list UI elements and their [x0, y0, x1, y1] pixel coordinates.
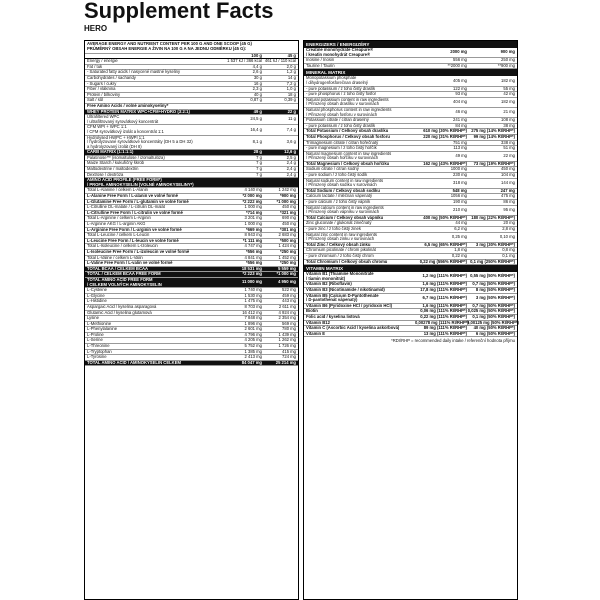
amino2-row-value-45g: 569 mg: [282, 320, 296, 326]
amino2-row-label: Glutamic Acid / kyselina glutamová: [87, 309, 152, 315]
amino2-row-value-45g: 1 726 mg: [278, 343, 296, 349]
amino-row-label: Total L-Leucine / celkem L-Leucin: [87, 232, 150, 238]
vitamin-header: VITAMIN MATRIX: [304, 265, 517, 272]
vitamin-row-label: Vitamin B12: [306, 319, 330, 325]
mineral-row-value-45g: 144 mg: [501, 179, 515, 185]
carb-row-value-45g: 2,4 g: [286, 171, 296, 177]
amino-row-value-100g: 4 747 mg: [244, 243, 262, 249]
whey-row-value-45g: 11 g: [288, 116, 296, 122]
nutrient-row-label: - Saturated fatty acids / nasycené mastné kyseliny: [87, 69, 181, 75]
whey-row-label: CFM WPI + WPC 1:1 / CFM syrovátkový izolát a koncentrát 1:1: [87, 124, 164, 134]
vitamin-list: [304, 272, 517, 337]
mineral-row-value-45g: 20 mg: [503, 220, 515, 226]
vitamin-row-value-100g: 0,22 mg (111% RI/RHP*): [420, 313, 467, 319]
right-column: [303, 40, 518, 600]
amino-row-label: L-Alanine Free Form / L-alanin ve volné formě: [87, 193, 178, 199]
mineral-row-value-100g: 122 mg: [453, 85, 467, 91]
aa-free-total: TOTAL AMINO ACID FREE FORM / CELKEM VOLNÝCH AMINOKYSELIN 11 000 mg 4 950 mg: [87, 276, 296, 287]
mineral-row-value-45g: 0,10 mg: [499, 233, 515, 239]
mineral-row-label: Total Calcium / Celkový obsah vápníku: [306, 214, 384, 220]
vitamin-row-value-45g: 3 mg (50% RI/RHP*): [475, 294, 515, 300]
energizer-row-value-45g: **900 mg: [497, 62, 515, 68]
amino-row-value-45g: *301 mg: [279, 226, 296, 232]
whey-list: [85, 115, 298, 150]
bcaa-free-total: TOTAL / CELKEM BCAA FREE FORM *2 223 mg *1 000 mg: [87, 271, 296, 277]
mineral-row-value-100g: 93 mg: [455, 91, 467, 97]
mineral-row-value-45g: 450 mg: [501, 166, 515, 172]
mineral-row-label: Total Zinc / Celkový obsah zinku: [306, 241, 371, 247]
amino-row-label: Total L-Arginine / celkem L-Arginin: [87, 215, 151, 221]
amino2-row-label: L-Methionine: [87, 320, 112, 326]
mineral-row-label: - pure potassium / z toho čistý draslík: [306, 122, 376, 128]
nutrient-row-value-100g: 1 537 kJ / 366 kcal: [227, 58, 262, 64]
amino2-row-value-100g: 1 475 mg: [244, 298, 262, 304]
energizer-row: [304, 48, 517, 58]
amino2-row-value-100g: 8 703 mg: [244, 303, 262, 309]
nutrient-row-value-100g: 2,6 g: [252, 69, 262, 75]
mineral-row-value-100g: 548 mg: [452, 187, 467, 193]
amino-row-value-100g: *2 222 mg: [242, 198, 262, 204]
aa-total: TOTAL AMINO ACID / AMINOKYSELIN CELKEM 84 047 mg 25 214 mg: [87, 359, 296, 365]
mineral-row-value-45g: 73 mg (19% RI/RHP*): [473, 160, 515, 166]
mineral-row-value-45g: 2,8 mg: [502, 226, 515, 231]
amino2-row-value-45g: 780 mg: [282, 326, 296, 332]
product-name: HERO: [84, 24, 108, 33]
mineral-row-value-45g: 55 mg: [503, 85, 515, 91]
amino-row-label: Total L-Valine / celkem L-Valin: [87, 254, 143, 260]
amino-row-value-45g: *321 mg: [279, 209, 296, 215]
mineral-row-value-100g: 84 mg: [455, 122, 467, 128]
amino-row-label: L-Glutamine Free Form / L-glutamin ve volné formě: [87, 198, 189, 204]
amino-row-value-45g: 1 424 mg: [278, 243, 296, 249]
mineral-row-value-100g: 751 mg: [453, 139, 467, 145]
amino2-row-label: L-Phenylalanine: [87, 326, 118, 332]
nutrient-row-label: - Sugars / cukry: [87, 80, 117, 86]
amino2-row-label: L-Histidine: [87, 298, 107, 304]
amino2-row-value-45g: 443 mg: [282, 298, 296, 304]
vitamin-row-value-100g: 0,00278 mg (111% RI/RHP*): [415, 319, 469, 325]
amino2-row-value-45g: 2 611 mg: [278, 303, 296, 309]
carb-row-value-45g: 2,4 g: [286, 160, 296, 166]
vitamin-row-value-45g: 0,1 mg (50% RI/RHP*): [472, 313, 515, 319]
energizer-row-label: Inosine / Inosin: [306, 57, 335, 63]
intro-text: AVERAGE ENERGY AND NUTRIENT CONTENT PER 100 G AND ONE SCOOP (45 G) PRŮMĚRNÝ OBSAH ENERGIE A ŽIVIN NA 100 G A NA JEDNU ODMĚRKU (45 G):: [85, 41, 298, 54]
left-column: [84, 40, 299, 600]
nutrient-row-value-45g: 7,2 g: [286, 80, 296, 86]
energizer-row-value-100g: 556 mg: [453, 57, 467, 63]
amino2-row-label: Aspargaic Acid / kyselina asparagová: [87, 303, 157, 309]
vitamin-row-label: Folic acid / kyselina listová: [306, 313, 360, 319]
vitamin-row-value-45g: 40 mg (50% RI/RHP*): [473, 325, 515, 331]
vitamin-row-value-100g: 89 mg (111% RI/RHP*): [423, 325, 467, 331]
page-title: Supplement Facts: [84, 0, 274, 23]
vitamin-row-value-45g: 0,025 mg (50% RI/RHP*): [467, 308, 515, 314]
mineral-row-value-45g: 99 mg (14% RI/RHP*): [473, 133, 515, 139]
amino-row-value-100g: 1 000 mg: [244, 204, 262, 210]
amino2-row-label: L-Tyrosine: [87, 354, 107, 360]
mineral-row-value-45g: 86 mg: [503, 199, 515, 205]
mineral-row-label: Total Phosphorus / Celkový obsah fosforu: [306, 133, 390, 139]
bcaa-total: TOTAL BCAA / CELKEM BCAA 18 531 mg 5 559 mg: [87, 265, 296, 271]
amino2-row-value-45g: 4 924 mg: [278, 309, 296, 315]
amino-row-value-100g: 4 140 mg: [244, 187, 262, 193]
amino-row-label: L-Arginine Free Form / L-arginin ve volné formě: [87, 226, 182, 232]
footnote: *RDI/RHP = recommended daily intake / referenční hodnota příjmu: [391, 338, 515, 344]
mineral-row-value-100g: 1,8 mg: [454, 247, 467, 253]
mineral-row-value-100g: 241 mg: [453, 117, 467, 123]
amino-row-value-45g: *500 mg: [279, 237, 296, 243]
mineral-row-value-100g: 113 mg: [453, 145, 467, 151]
mineral-row-label: Calcium lactate / mléčnan vápenatý: [306, 193, 373, 199]
mineral-row-value-100g: 6,2 mg: [454, 226, 467, 231]
vitamin-row-label: Vitamin B2 (Riboflavin): [306, 281, 352, 287]
whey-row: [85, 136, 298, 151]
mineral-row-value-45g: 275 mg (14% RI/RHP*): [471, 128, 515, 134]
nutrient-row-value-100g: 0,87 g: [250, 97, 262, 103]
vitamin-row-value-45g: 0,7 mg (50% RI/RHP*): [472, 281, 515, 287]
mineral-row-value-45g: 0,1 mg: [502, 252, 515, 258]
mineral-row-value-100g: 610 mg (30% RI/RHP*): [423, 128, 467, 134]
mineral-row-value-100g: 44 mg: [455, 220, 467, 226]
mineral-row-label: Natural potassium content in raw ingredients / Přirozený obsah draslíku v surovinách: [306, 96, 389, 107]
amino-row-value-45g: *250 mg: [279, 248, 296, 254]
amino2-row-label: L-Cysteine: [87, 287, 108, 293]
amino2-row-value-100g: 2 601 mg: [244, 326, 262, 332]
vitamin-row-value-45g: 8 mg (50% RI/RHP*): [475, 286, 515, 292]
mineral-header: MINERAL MATRIX: [304, 69, 517, 76]
mineral-row-label: Total Chromium / Celkový obsah chromu: [306, 258, 388, 264]
mineral-row-value-45g: 51 mg: [503, 145, 515, 151]
nutrient-list: [85, 59, 298, 104]
nutrient-row-value-100g: 16 g: [253, 80, 262, 86]
carb-row-value-100g: 7 g: [256, 160, 262, 166]
mineral-row-label: Trimagnesium citrate / citran hořečnatý: [306, 139, 379, 145]
amino2-row-value-100g: 4 205 mg: [244, 337, 262, 343]
energizer-row-label: Taurine / Taurin: [306, 62, 335, 68]
mineral-row-value-100g: 400 mg (50% RI/RHP*): [423, 214, 467, 220]
mineral-row-value-100g: 1000 mg: [450, 166, 467, 172]
amino2-row-value-45g: 1 439 mg: [278, 331, 296, 337]
mineral-row-label: - pure sodium / z toho čistý sodík: [306, 172, 368, 178]
vitamin-row-label: Vitamin B5 (Calcium D-Pantothenate / D-pantothenát vápenatý): [306, 292, 379, 303]
amino-row-value-100g: 1 000 mg: [244, 221, 262, 226]
amino-row-value-100g: *669 mg: [245, 226, 262, 232]
mineral-row-label: Natural magnesium content in raw ingredients / Přirozený obsah hořčíku v surovinách: [306, 150, 392, 161]
mineral-row-value-45g: 95 mg: [503, 206, 515, 212]
amino-row-value-100g: *556 mg: [245, 248, 262, 254]
vitamin-row-value-100g: 1,6 mg (111% RI/RHP*): [422, 281, 467, 287]
mineral-row-label: Monopotassium phosphate / dihydrogenfosforečnan draselný: [306, 75, 368, 85]
whey-row-value-100g: 16,4 g: [250, 126, 262, 132]
mineral-row-value-45g: 182 mg: [501, 77, 515, 83]
amino2-row-label: L-Proline: [87, 331, 104, 337]
amino-row-value-45g: 450 mg: [282, 204, 296, 210]
nutrient-row-value-45g: 18 g: [287, 91, 296, 97]
amino2-row-value-45g: 1 262 mg: [278, 337, 296, 343]
nutrient-row-label: Salt / sůl: [87, 97, 104, 103]
amino2-row-value-45g: 522 mg: [282, 287, 296, 293]
nutrient-row-value-45g: 461 kJ / 110 kcal: [264, 58, 296, 64]
amino-row-label: L-Citrulline DL-malate / L-citrulin DL-malát: [87, 204, 165, 210]
carb-row-value-100g: 7 g: [256, 154, 262, 160]
nutrient-row-value-100g: 2,3 g: [252, 86, 262, 92]
vitamin-row-label: Vitamin C (Ascorbic Acid / kyselina askorbová): [306, 325, 400, 331]
amino2-row-label: L-Glycine: [87, 292, 105, 298]
nutrient-row-label: Fat / tuk: [87, 63, 103, 69]
amino-row-label: L-Isoleucine Free Form / L-izoleucin ve volné formě: [87, 248, 190, 254]
amino2-row-value-100g: 1 530 mg: [244, 292, 262, 298]
amino-row-label: Total L-Alanine / celkem L-Alanin: [87, 187, 148, 193]
amino2-row-value-100g: 5 752 mg: [244, 343, 262, 349]
mineral-row-value-45g: 475 mg: [501, 193, 515, 199]
amino-row-value-45g: *250 mg: [279, 260, 296, 266]
amino-row-value-45g: *1 000 mg: [276, 198, 296, 204]
mineral-row-label: Zinc gluconate / glukonát zinečnatý: [306, 220, 372, 226]
mineral-row-value-45g: 42 mg: [503, 91, 515, 97]
mineral-row-value-45g: 104 mg: [501, 172, 515, 178]
vitamin-row-value-45g: 0,55 mg (50% RI/RHP*): [470, 273, 515, 279]
carb-row-value-45g: 2,4 g: [286, 166, 296, 172]
mineral-row-label: Natural calcium content in raw ingredients / Přirozený obsah vápníku v surovinách: [306, 204, 384, 215]
amino2-row-label: Lysine: [87, 315, 99, 321]
mineral-row-value-100g: 220 mg (31% RI/RHP*): [423, 133, 467, 139]
mineral-row-value-100g: 6,5 mg (65% RI/RHP*): [424, 241, 467, 247]
energizer-row-value-45g: 900 mg: [500, 49, 515, 55]
whey-row-value-45g: 3,6 g: [286, 139, 296, 145]
mineral-row-value-45g: 22 mg: [503, 152, 515, 158]
amino2-row-value-100g: 1 896 mg: [244, 320, 262, 326]
amino2-row-label: L-Threonine: [87, 343, 110, 349]
vitamin-row-value-100g: 6,7 mg (111% RI/RHP*): [422, 294, 467, 300]
vitamin-row-value-100g: 13 mg (111% RI/RHP*): [423, 330, 467, 336]
whey-row: [85, 125, 298, 135]
whey-row-value-100g: 8,1 g: [252, 139, 262, 145]
amino-row-value-100g: 4 841 mg: [244, 254, 262, 260]
carb-list: [85, 156, 298, 178]
mineral-row-value-45g: 247 mg: [500, 187, 515, 193]
amino-row-value-45g: 2 683 mg: [278, 232, 296, 238]
amino2-row-value-100g: 1 740 mg: [244, 287, 262, 293]
whey-header: WHEY PROTEIN MATRIX WPC+CFM+HYDRO (3:2:1) 49 g 22 g: [87, 108, 296, 114]
mineral-row-value-45g: 338 mg: [501, 139, 515, 145]
header-100g: 100 g: [251, 52, 262, 58]
vitamin-row-value-100g: 17,8 mg (111% RI/RHP*): [420, 286, 467, 292]
amino2-row-value-100g: 1 385 mg: [244, 348, 262, 354]
mineral-row-label: Total Potassium / Celkový obsah draslíku: [306, 128, 389, 134]
amino-row-label: L-Arginine AKG / L-arginin AKG: [87, 221, 146, 226]
mineral-row-value-100g: 162 mg (43% RI/RHP*): [423, 160, 467, 166]
mineral-row-value-100g: 46 mg: [455, 109, 467, 115]
carb-row-label: Maize Starch / kukuřičný škrob: [87, 160, 145, 166]
carb-row-value-100g: 7 g: [256, 171, 262, 177]
amino-row-label: L-Valine Free Form / L-valin ve volné formě: [87, 260, 173, 266]
vitamin-row-label: Vitamin B1 (Thiamine Mononitrate / tiamin mononitrát): [306, 271, 374, 281]
amino2-row-value-100g: 7 848 mg: [244, 315, 262, 321]
mineral-row-value-100g: 0,25 mg: [451, 233, 467, 239]
vitamin-row-value-45g: 0,00125 mg (50% RI/RHP*): [467, 319, 519, 325]
amino-row-value-100g: *2 000 mg: [242, 193, 262, 199]
nutrient-row-label: Energy / energie: [87, 58, 118, 64]
mineral-row-value-45g: 0,8 mg: [502, 247, 515, 253]
mineral-row-label: Sodium citrate / citran sodný: [306, 166, 359, 172]
vitamin-row-value-45g: 0,7 mg (50% RI/RHP*): [472, 302, 515, 308]
mineral-row-value-45g: 182 mg: [501, 99, 515, 105]
mineral-row-label: Total Sodium / Celkový obsah sodíku: [306, 187, 380, 193]
mineral-row-label: - pure zinc / z toho čistý zinek: [306, 226, 361, 231]
mineral-row-value-100g: 210 mg: [453, 206, 467, 212]
carb-row-value-100g: 7 g: [256, 166, 262, 172]
mineral-row-label: - pure phosphorus / z toho čistý fosfor: [306, 91, 377, 97]
mineral-list: [304, 76, 517, 265]
mineral-row-label: - pure magnesium / z toho čistý hořčík: [306, 145, 377, 151]
mineral-row-value-45g: 3 mg (30% RI/RHP*): [475, 241, 515, 247]
amino2-row-value-100g: 2 413 mg: [244, 354, 262, 360]
carb-row-value-45g: 2,5 g: [286, 154, 296, 160]
vitamin-row-value-100g: 1,6 mg (111% RI/RHP*): [422, 302, 467, 308]
mineral-row-label: Natural phosphorus content in raw ingredients / Přirozený obsah fosforu v surovinách: [306, 106, 392, 117]
amino-row-value-100g: *1 111 mg: [242, 237, 262, 243]
amino2-row-label: L-Serine: [87, 337, 103, 343]
whey-row-value-45g: 7,4 g: [286, 126, 296, 132]
mineral-row-value-100g: 190 mg: [453, 199, 467, 205]
carb-header: CARB MATRIX (1:1:1:1) 28 g 12,6 g: [87, 149, 296, 155]
amino-row-value-100g: *714 mg: [245, 209, 262, 215]
mineral-row-value-100g: 405 mg: [453, 77, 467, 83]
vitamin-row-value-100g: 1,2 mg (111% RI/RHP*): [422, 273, 467, 279]
vitamin-row-label: Vitamin B3 (Nicotinamide / nikotinamid): [306, 286, 385, 292]
mineral-row-label: Potassium citrate / citran draselný: [306, 117, 369, 123]
nutrient-row-value-45g: 0,39 g: [284, 97, 296, 103]
mineral-row-label: - pure calcium / z toho čistý vápník: [306, 199, 371, 205]
amino2-row-value-100g: 16 412 mg: [242, 309, 262, 315]
carb-row-label: Dextrose / dextróza: [87, 171, 124, 177]
mineral-row-value-100g: 230 mg: [453, 172, 467, 178]
mineral-row-label: Chromium picolinate / chrom pikolinát: [306, 247, 376, 253]
header-45g: 45 g: [287, 52, 296, 58]
carb-row-label: Maltodextrine / maltodextrin: [87, 166, 139, 172]
mineral-row-value-100g: 318 mg: [453, 179, 467, 185]
mineral-row-value-100g: 0,22 mg: [451, 252, 467, 258]
whey-row-label: Ultrafiltered WPC / ultrafiltrovaný syrovátkový koncentrát: [87, 114, 159, 124]
mineral-row-label: - pure potassium / z toho čistý draslík: [306, 85, 376, 91]
amino-list: [85, 188, 298, 266]
carb-row-label: Palatinose™ (isomaltulose / izomaltulóza): [87, 154, 165, 160]
amino2-row-value-45g: 724 mg: [282, 354, 296, 360]
vitamin-row-label: Biotin: [306, 308, 318, 314]
mineral-row-value-45g: 0,1 mg (250% RI/RHP*): [470, 258, 515, 264]
amino-row-label: Total L-Isoleucine / celkem L-Izoleucin: [87, 243, 158, 249]
amino-header: AMINO ACID PROFILE (FREE FORM*) / PROFIL AMINOKYSELIN (VOLNÉ AMINOKYSELINY*): [85, 178, 298, 188]
amino2-row-value-45g: 2 354 mg: [278, 315, 296, 321]
nutrient-row-label: Carbohydrates / sacharidy: [87, 74, 136, 80]
amino-row-value-45g: 690 mg: [282, 215, 296, 221]
nutrient-row-label: Fiber / vláknina: [87, 86, 116, 92]
energizer-row-value-100g: **2000 mg: [447, 62, 467, 68]
amino-row-value-100g: 3 201 mg: [244, 215, 262, 221]
amino2-row-value-45g: 415 mg: [282, 348, 296, 354]
mineral-row-label: Natural zinc content in raw ingredients / Přirozený obsah zinku v surovinách: [306, 231, 377, 242]
vitamin-row-value-45g: 6 mg (50% RI/RHP*): [475, 330, 515, 336]
nutrient-row-value-100g: 30 g: [253, 74, 262, 80]
amino-row-value-45g: 1 452 mg: [278, 254, 296, 260]
energizer-list: [304, 48, 517, 69]
whey-row-value-100g: 24,5 g: [250, 116, 262, 122]
nutrient-row-value-45g: 14 g: [287, 74, 296, 80]
nutrient-row-value-100g: 4,4 g: [252, 63, 262, 69]
mineral-row-label: Natural sodium content in raw ingredients / Přirozený obsah sodíku v surovinách: [306, 177, 384, 188]
mineral-row-label: Total Magnesium / Celkový obsah hořčíku: [306, 160, 390, 166]
vitamin-row-label: Vitamin E: [306, 330, 326, 336]
amino-row-value-100g: 8 943 mg: [244, 232, 262, 238]
amino-row-label: L-Citrulline Free Form / L-citrulin ve volné formě: [87, 209, 183, 215]
nutrient-row-value-45g: 1,2 g: [286, 69, 296, 75]
mineral-row-value-45g: 180 mg (22% RI/RHP*): [471, 214, 515, 220]
amino-list-2: [85, 288, 298, 361]
energizers-header: ENERGIZERS / ENERGIZÉRY: [304, 41, 517, 48]
amino2-row-label: L-Tryptophan: [87, 348, 112, 354]
mineral-row-value-100g: 49 mg: [455, 152, 467, 158]
amino2-row-value-45g: 459 mg: [282, 292, 296, 298]
nutrient-row-label: Protein / bílkoviny: [87, 91, 121, 97]
amino-row-value-45g: *900 mg: [279, 193, 296, 199]
energizer-row-value-45g: 250 mg: [501, 57, 515, 63]
mineral-row-value-45g: 38 mg: [503, 122, 515, 128]
amino2-row-value-100g: 4 796 mg: [244, 331, 262, 337]
nutrient-row-value-100g: 40 g: [253, 91, 262, 97]
mineral-row-label: - pure chromium / z toho čistý chrom: [306, 252, 374, 258]
mineral-row-value-45g: 21 mg: [503, 109, 515, 115]
nutrient-row-value-45g: 2,0 g: [286, 63, 296, 69]
mineral-row-value-100g: 404 mg: [453, 99, 467, 105]
mineral-row-value-45g: 108 mg: [501, 117, 515, 123]
amino-row-value-100g: *556 mg: [245, 260, 262, 266]
whey-row-label: Hydrolysed HWPC + HWPI 1:1 / hydrolyzované syrovátkové koncentráty (DH 5 a DH 32) a hydrolyzovaný izolát (DH 8): [87, 134, 193, 149]
mineral-row-value-100g: 0,22 mg (556% RI/RHP*): [419, 258, 467, 264]
nutrient-row-value-45g: 1,0 g: [286, 86, 296, 92]
vitamin-row-label: Vitamin B6 (Pyridoxine HCl / pyridoxin HCl): [306, 302, 393, 308]
free-amino-label: Free Amino Acids / volné aminokyseliny*: [85, 104, 298, 110]
amino-row-value-45g: 450 mg: [282, 221, 296, 226]
energizer-row-label: Creatine monohydrate Creapure® / kreatin monohydrát Creapure®: [306, 47, 374, 57]
mineral-row-value-100g: 1056 mg: [450, 193, 467, 199]
energizer-row-value-100g: 2000 mg: [450, 49, 467, 55]
vitamin-row-value-100g: 0,06 mg (111% RI/RHP*): [420, 308, 467, 314]
amino-row-value-45g: 1 242 mg: [278, 187, 296, 193]
amino-row-label: L-Leucine Free Form / L-leucin ve volné formě: [87, 237, 179, 243]
